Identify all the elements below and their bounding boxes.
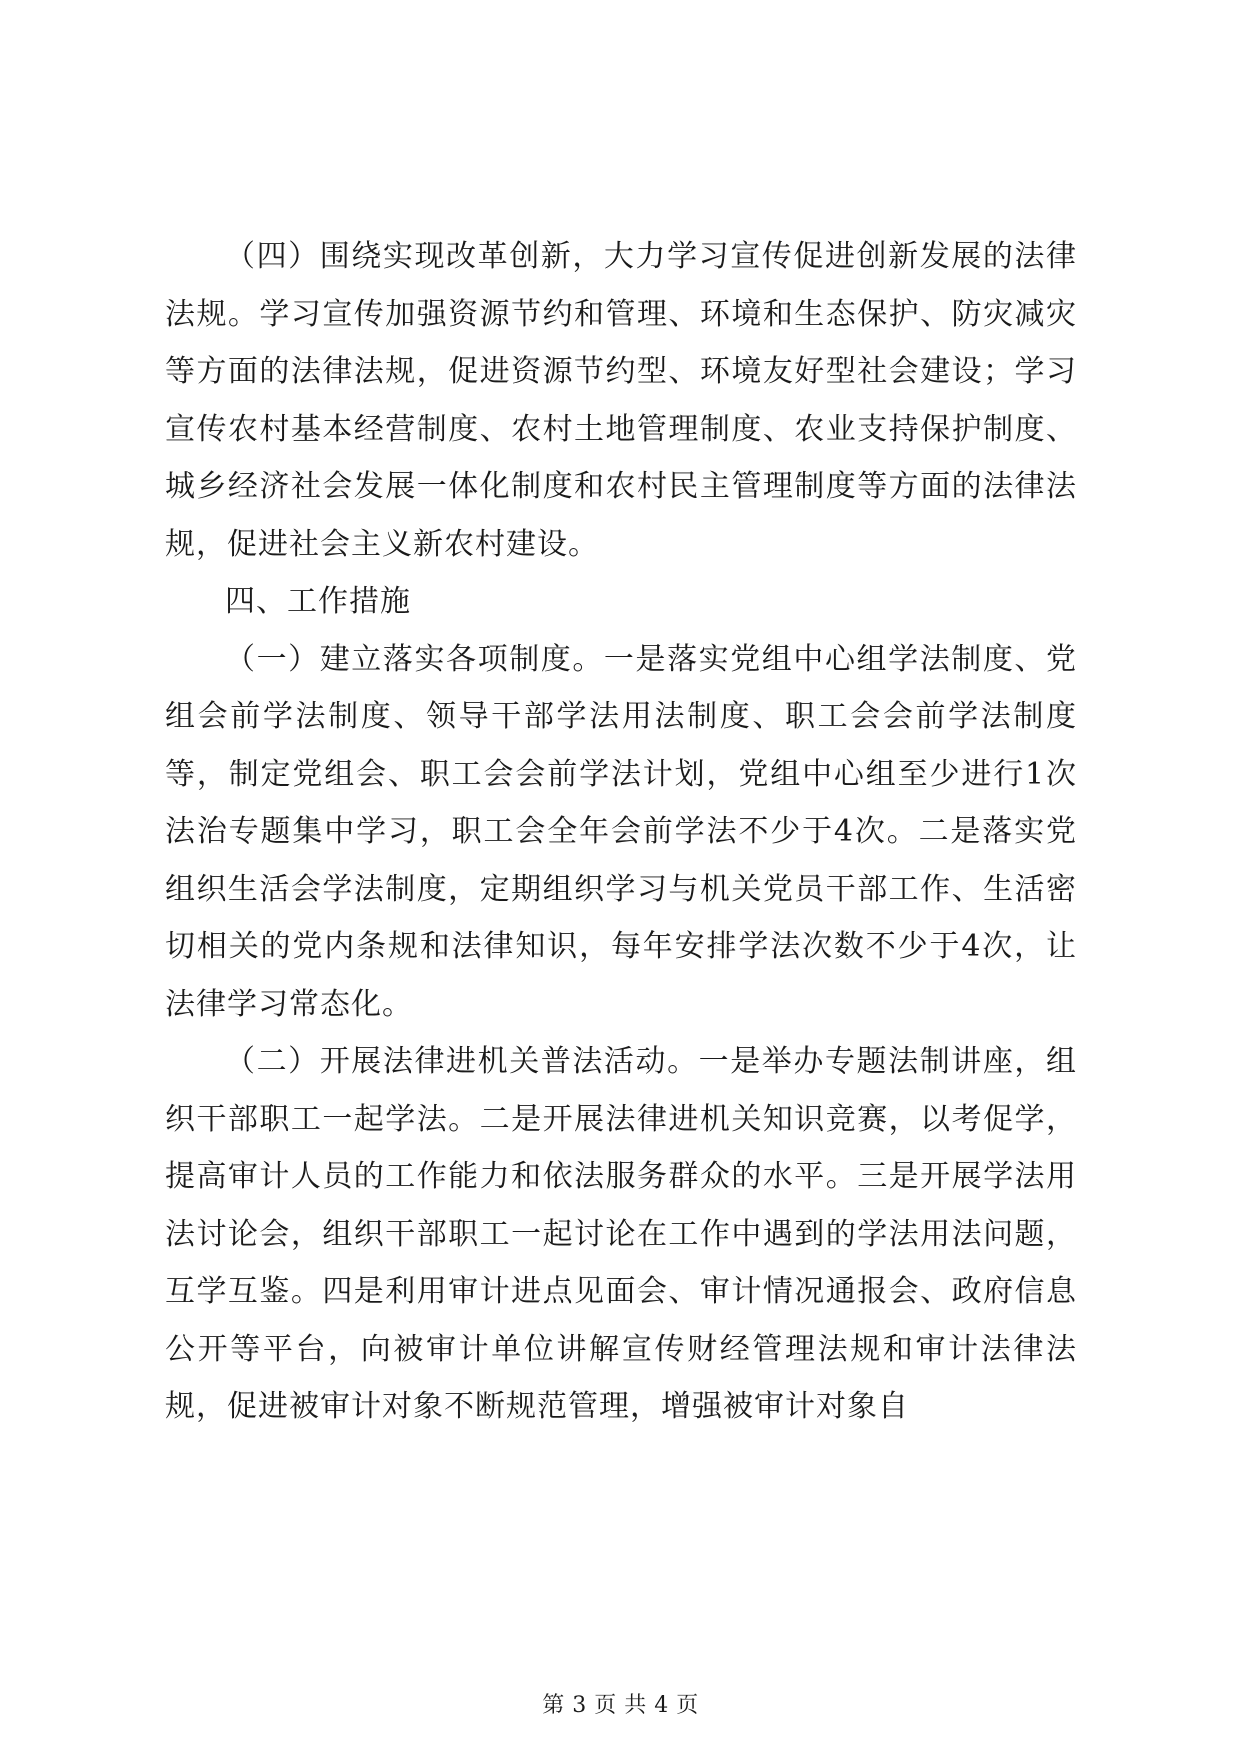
page-number-footer: 第 3 页 共 4 页 [542, 1693, 699, 1718]
section-heading-work-measures: 四、工作措施 [225, 584, 411, 619]
paragraph-innovation-laws: （四）围绕实现改革创新，大力学习宣传促进创新发展的法律法规。学习宣传加强资源节约和管理、环境和生态保护、防灾减灾等方面的法律法规，促进资源节约型、环境友好型社会建设；学习宣传农村基本经营制度、农村土地管理制度、农业支持保护制度、城乡经济社会发展一体化制度和农村民主管理制度等方面的法律法规，促进社会主义新农村建设。 [165, 239, 1077, 562]
paragraph-law-activities: （二）开展法律进机关普法活动。一是举办专题法制讲座，组织干部职工一起学法。二是开展法律进机关知识竞赛，以考促学，提高审计人员的工作能力和依法服务群众的水平。三是开展学法用法讨论会，组织干部职工一起讨论在工作中遇到的学法用法问题，互学互鉴。四是利用审计进点见面会、审计情况通报会、政府信息公开等平台，向被审计单位讲解宣传财经管理法规和审计法律法规，促进被审计对象不断规范管理，增强被审计对象自 [165, 1044, 1077, 1424]
document-body [165, 228, 1077, 1436]
paragraph-establish-systems: （一）建立落实各项制度。一是落实党组中心组学法制度、党组会前学法制度、领导干部学法用法制度、职工会会前学法制度等，制定党组会、职工会会前学法计划，党组中心组至少进行1次法治专题集中学习，职工会全年会前学法不少于4次。二是落实党组织生活会学法制度，定期组织学习与机关党员干部工作、生活密切相关的党内条规和法律知识，每年安排学法次数不少于4次，让法律学习常态化。 [165, 641, 1077, 1022]
